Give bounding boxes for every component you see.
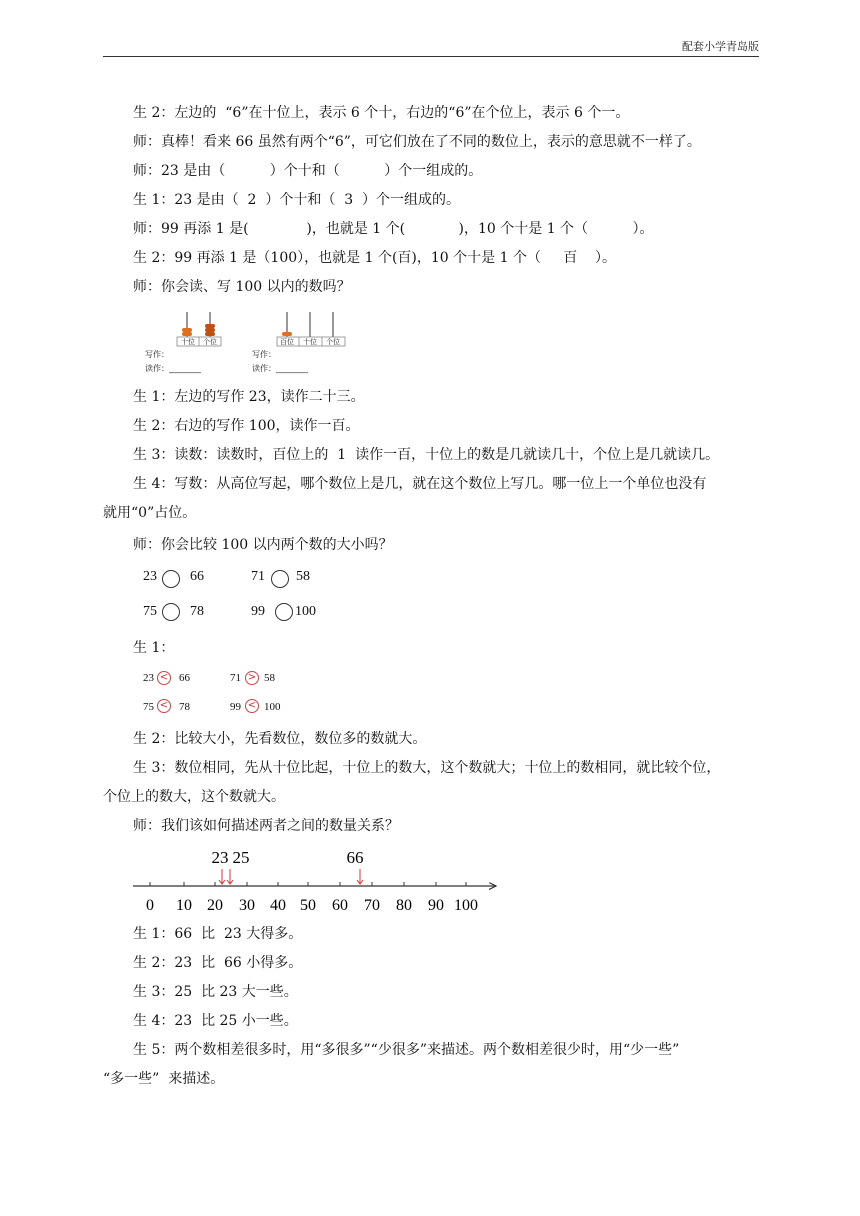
read-label: 读作：________ [252, 364, 308, 373]
page-header [103, 36, 759, 57]
number-line-tick-label: 100 [454, 897, 478, 914]
text-line: 生 5：两个数相差很多时，用“多很多”“少很多”来描述。两个数相差很少时，用“少一些” [133, 1042, 680, 1058]
text-line: 师：我们该如何描述两者之间的数量关系？ [133, 818, 399, 834]
text-line: 生 4：写数：从高位写起，哪个数位上是几，就在这个数位上写几。哪一位上一个单位也没有 [133, 476, 707, 492]
text-line: 个位上的数大，这个数就大。 [103, 789, 285, 805]
answer-b: 58 [264, 672, 275, 684]
compare-circle[interactable] [271, 570, 289, 588]
mark-label-66: 66 [346, 848, 364, 867]
abacus-label: 百位 [280, 338, 294, 346]
abacus-label: 十位 [303, 338, 317, 346]
number-line-tick-label: 10 [176, 897, 192, 914]
read-label: 读作：________ [145, 364, 201, 373]
write-label: 写作： [145, 350, 169, 359]
text-line: 生 2：右边的写作 100，读作一百。 [133, 418, 360, 434]
compare-b: 66 [190, 569, 204, 584]
abacus-label: 个位 [326, 338, 340, 346]
text-line: 生 3：读数：读数时，百位上的 1 读作一百，十位上的数是几就读几十，个位上是几就读几。 [133, 447, 720, 463]
number-line-tick-label: 30 [239, 897, 255, 914]
text-line: 师：99 再添 1 是( )，也就是 1 个( )，10 个十是 1 个（ ）。 [133, 221, 654, 237]
text-line: 生 2：99 再添 1 是（100），也就是 1 个(百)，10 个十是 1 个（ 百 ）。 [133, 250, 617, 266]
text-line: 师：你会比较 100 以内两个数的大小吗？ [133, 537, 393, 553]
text-line: 生 1：23 是由（ 2 ）个十和（ 3 ）个一组成的。 [133, 192, 461, 208]
text-line: 师：23 是由（ ）个十和（ ）个一组成的。 [133, 163, 483, 179]
number-line-tick-label: 40 [270, 897, 286, 914]
answer-a: 71 [230, 672, 241, 684]
number-line-tick-label: 0 [146, 897, 154, 914]
mark-label-23: 23 [211, 848, 229, 867]
answer-b: 66 [179, 672, 190, 684]
text-line: 生 3：数位相同，先从十位比起，十位上的数大，这个数就大；十位上的数相同，就比较个位， [133, 760, 721, 776]
text-line: 师：你会读、写 100 以内的数吗？ [133, 279, 351, 295]
answer-sign: < [247, 700, 257, 711]
answer-b: 100 [264, 701, 281, 713]
compare-a: 71 [251, 569, 265, 584]
answer-a: 99 [230, 701, 241, 713]
abacus-figure-right [252, 308, 352, 378]
number-line-tick-label: 70 [364, 897, 380, 914]
compare-b: 78 [190, 604, 204, 619]
compare-b: 58 [296, 569, 310, 584]
abacus-label: 十位 [181, 338, 195, 346]
number-line-tick-label: 20 [207, 897, 223, 914]
text-line: 生 4：23 比 25 小一些。 [133, 1013, 298, 1029]
number-line [130, 843, 510, 918]
text-line: 就用“0”占位。 [103, 505, 197, 521]
compare-a: 99 [251, 604, 265, 619]
text-line: 生 2：23 比 66 小得多。 [133, 955, 303, 971]
compare-a: 75 [143, 604, 157, 619]
answer-sign: > [247, 672, 257, 683]
abacus-figure-left [145, 308, 235, 378]
text-line: 生 1：左边的写作 23，读作二十三。 [133, 389, 365, 405]
header-text: 配套小学青岛版 [682, 40, 759, 53]
answer-b: 78 [179, 701, 190, 713]
compare-b: 100 [295, 604, 316, 619]
number-line-tick-label: 90 [428, 897, 444, 914]
number-line-tick-label: 60 [332, 897, 348, 914]
compare-circle[interactable] [162, 570, 180, 588]
text-line: 生 1： [133, 640, 175, 656]
text-line: 师：真棒！看来 66 虽然有两个“6”，可它们放在了不同的数位上，表示的意思就不一样了。 [133, 134, 701, 150]
text-line: 生 2：左边的 “6”在十位上，表示 6 个十，右边的“6”在个位上，表示 6 个一。 [133, 105, 630, 121]
compare-circle[interactable] [162, 603, 180, 621]
write-label: 写作： [252, 350, 276, 359]
answer-a: 75 [143, 701, 154, 713]
compare-circle[interactable] [275, 603, 293, 621]
text-line: 生 1：66 比 23 大得多。 [133, 926, 303, 942]
text-line: 生 2：比较大小，先看数位，数位多的数就大。 [133, 731, 427, 747]
abacus-label: 个位 [203, 338, 217, 346]
number-line-tick-label: 80 [396, 897, 412, 914]
text-line: “多一些” 来描述。 [103, 1071, 225, 1087]
answer-sign: < [159, 672, 169, 683]
number-line-tick-label: 50 [300, 897, 316, 914]
answer-a: 23 [143, 672, 154, 684]
answer-sign: < [159, 700, 169, 711]
compare-a: 23 [143, 569, 157, 584]
mark-label-25: 25 [232, 848, 250, 867]
text-line: 生 3：25 比 23 大一些。 [133, 984, 298, 1000]
